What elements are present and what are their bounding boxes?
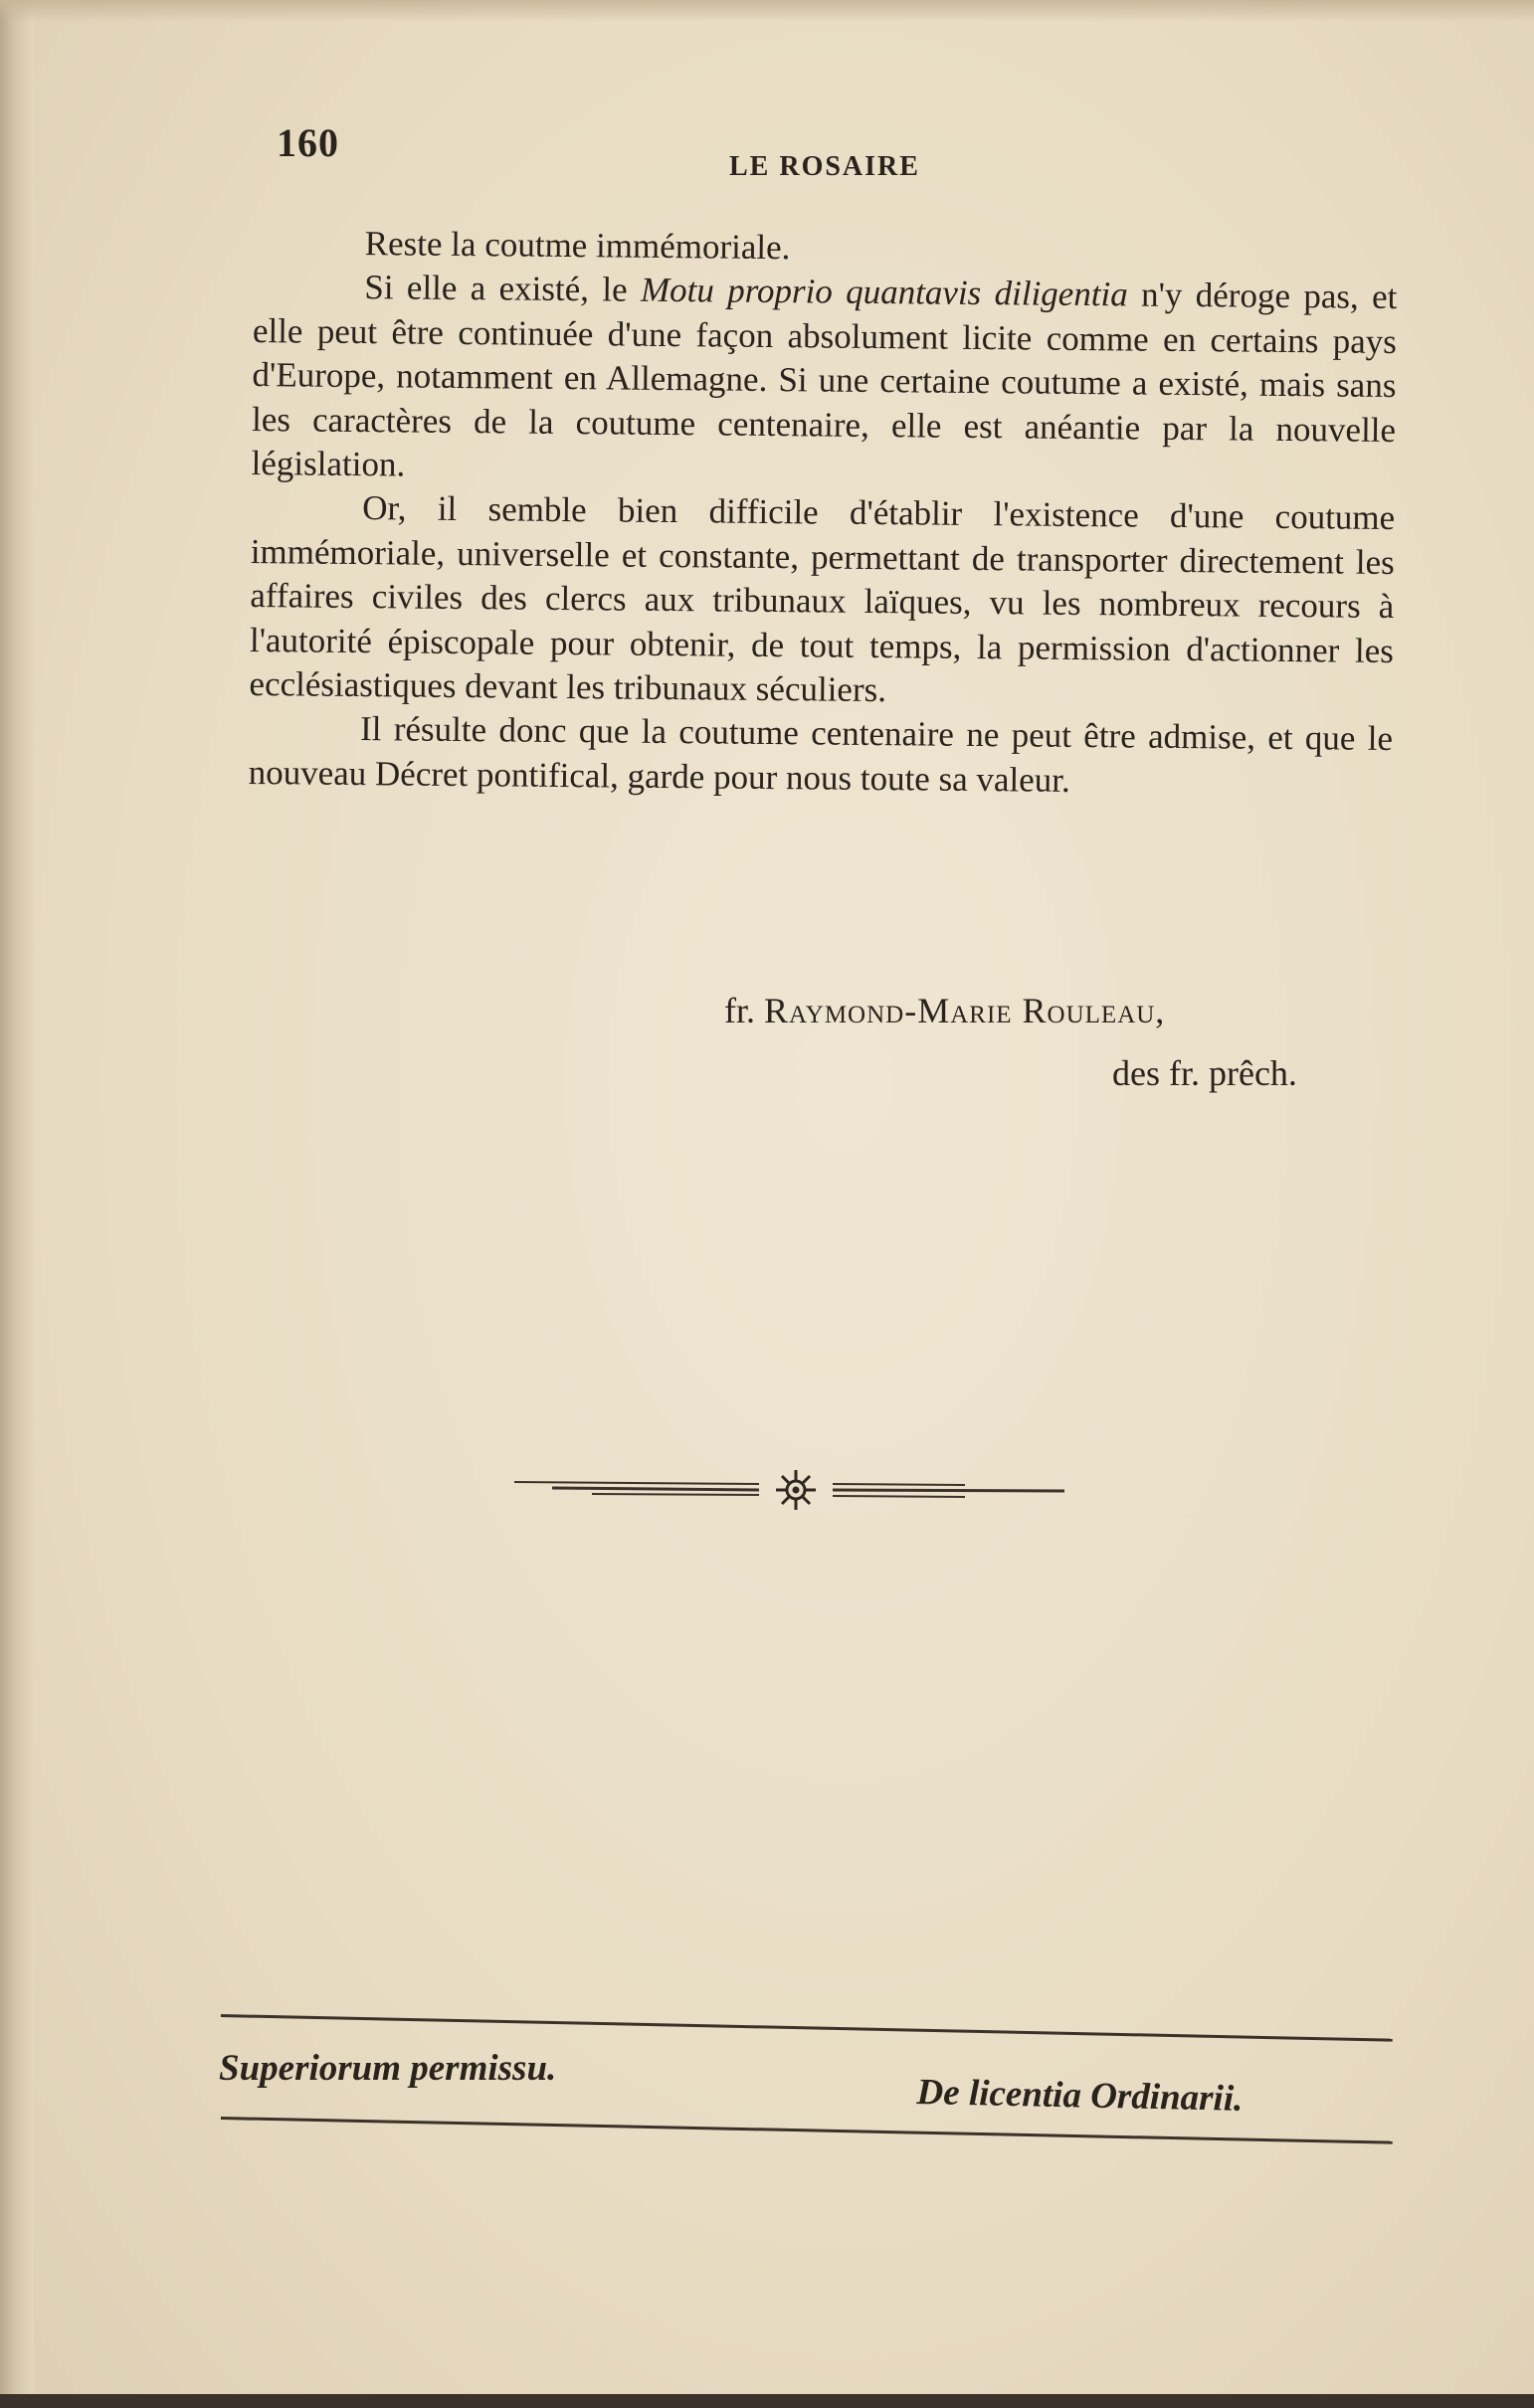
paragraph-3: Or, il semble bien difficile d'établir l'existence d'une coutume immémoriale, universelle et constante, permettant de transporter directement les affaires civiles des clercs aux tribunaux laïques, vu les nombreux recours à l'autorité épiscopale pour obtenir, de tout temps, la permission d'actionner les ecclésiastiques devant les tribunaux séculiers. xyxy=(249,488,1396,710)
signature-order: des fr. prêch. xyxy=(1112,1053,1297,1093)
paragraph-2-italic: Motu proprio quantavis diligentia xyxy=(640,271,1128,314)
footer-imprimatur-right: De licentia Ordinarii. xyxy=(916,2071,1244,2120)
page-number: 160 xyxy=(277,120,339,165)
paragraph-1: Reste la coutme immémoriale. xyxy=(364,224,791,268)
footer-imprimatur-left: Superiorum permissu. xyxy=(219,2048,557,2089)
ornament-left-lines xyxy=(514,1482,759,1495)
running-head: LE ROSAIRE xyxy=(729,151,920,182)
ornament-star-icon xyxy=(776,1470,816,1510)
paragraph-4: Il résulte donc que la coutume centenaire ne peut être admise, et que le nouveau Décret pontifical, garde pour nous toute sa valeur. xyxy=(248,709,1394,800)
binding-gutter xyxy=(0,0,34,2408)
ornament-right-lines xyxy=(833,1484,1064,1497)
signature-name xyxy=(724,990,1165,1031)
page-top-edge xyxy=(0,0,1534,22)
body-text xyxy=(248,221,1397,806)
ornament-divider xyxy=(512,1460,1069,1520)
paragraph-2-start: Si elle a existé, le xyxy=(364,268,642,310)
signature-prefix: fr. xyxy=(724,991,764,1030)
paragraph-2-end: n'y déroge pas, et elle peut être continuée d'une façon absolument licite comme en certains pays d'Europe, notamment en Allemagne. Si une certaine coutume a existé, mais sans les caractères de la coutume centenaire, elle est anéantie par la nouvelle législation. xyxy=(251,275,1398,484)
page-bottom-edge xyxy=(0,2394,1534,2408)
signature-author: Raymond-Marie Rouleau, xyxy=(764,991,1166,1030)
paragraph-2 xyxy=(251,265,1397,496)
